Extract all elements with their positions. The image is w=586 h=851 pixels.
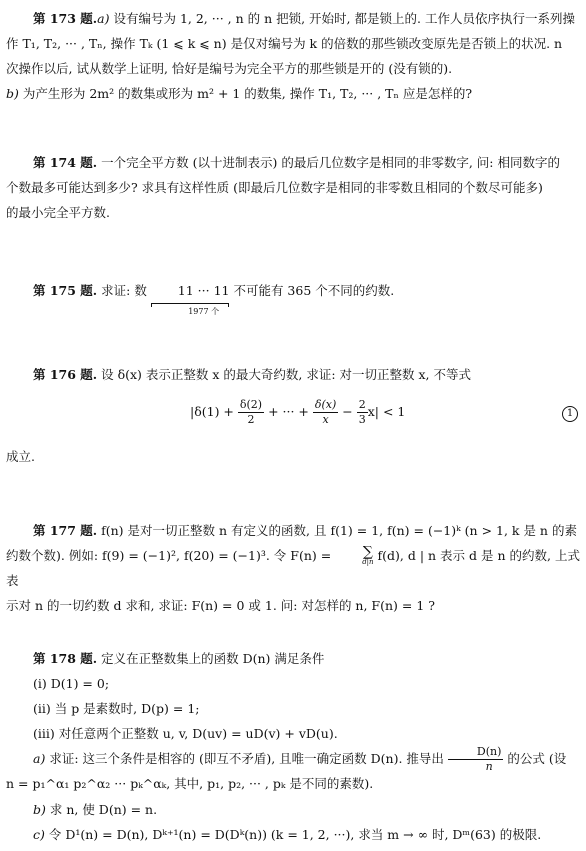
eq-minus: − [338,404,357,419]
problem-176 [6,362,580,387]
problem-178-part-a [6,744,580,774]
problem-177-line-1: f(n) 是对一切正整数 n 有定义的函数, 且 f(1) = 1, f(n) = (−1)ᵏ (n > 1, k 是 n 的素 [97,523,577,538]
problem-178-part-c-text: 令 D¹(n) = D(n), Dᵏ⁺¹(n) = D(Dᵏ(n)) (k = 1, 2, ···), 求当 m → ∞ 时, Dᵐ(63) 的极限. [44,827,542,842]
eq-left: |δ(1) + [190,404,238,419]
fraction-Dn-num: D(n) [448,745,504,760]
equation-number: 1 [562,406,578,422]
sum-limit: d|n [362,557,374,566]
problem-175 [6,278,580,318]
condition-1: (i) D(1) = 0; [33,676,110,691]
problem-178-label: 第 178 题. [33,651,98,666]
problem-175-label: 第 175 题. [33,283,98,298]
problem-173-line-3: 次操作以后, 试从数学上证明, 恰好是编号为完全平方的那些锁是开的 (没有锁的). [6,61,453,76]
problem-173-part-b-label: b) [6,86,19,101]
problem-176-after [6,444,580,469]
problem-176-label: 第 176 题. [33,367,98,382]
summation-symbol [335,543,374,567]
eq-mid: + ··· + [264,404,313,419]
fraction-delta2 [238,398,264,427]
problem-178 [6,646,580,671]
condition-3: (iii) 对任意两个正整数 u, v, D(uv) = uD(v) + vD(u). [33,726,338,741]
problem-176-line-1: 设 δ(x) 表示正整数 x 的最大奇约数, 求证: 对一切正整数 x, 不等式 [97,367,472,382]
repunit-digits: 11 ··· 11 [177,283,230,298]
prime-factorization-text: n = p₁^α₁ p₂^α₂ ··· pₖ^αₖ, 其中, p₁, p₂, ··· , pₖ 是不同的素数). [6,776,374,791]
fraction-deltax-num: δ(x) [314,398,337,411]
problem-177-line-2a: 约数个数). 例如: f(9) = (−1)², f(20) = (−1)³. 令 F(n) = [6,548,336,563]
fraction-Dn-over-n [448,745,504,774]
sum-sigma: ∑ [362,543,373,560]
problem-178-part-a-line-2 [6,774,580,794]
problem-178-part-c-label: c) [33,827,45,842]
problem-174 [6,150,580,225]
problem-173-part-a-label: a) [97,11,110,26]
problem-174-line-3: 的最小完全平方数. [6,205,110,220]
fraction-two-thirds-num: 2 [358,398,366,411]
problem-177-line-3: 示对 n 的一切约数 d 求和, 求证: F(n) = 0 或 1. 问: 对怎样的 n, F(n) = 1 ? [6,598,435,613]
inequality-display [190,397,405,427]
fraction-delta2-num: δ(2) [239,398,263,411]
problem-176-conclusion: 成立. [6,449,35,464]
problem-173-line-1: 设有编号为 1, 2, ··· , n 的 n 把锁, 开始时, 都是锁上的. 工作人员依序执行一系列操 [109,11,575,26]
problem-174-line-1: 一个完全平方数 (以十进制表示) 的最后几位数字是相同的非零数字, 问: 相同数字的 [97,155,560,170]
problem-177 [6,518,580,618]
fraction-two-thirds-den: 3 [358,413,366,426]
problem-173-label: 第 173 题. [33,11,98,26]
problem-175-pre: 求证: 数 [97,283,151,298]
fraction-deltax-den: x [322,413,329,426]
problem-174-line-2: 个数最多可能达到多少? 求具有这样性质 (即最后几位数字是相同的非零数且相同的个数尽可能多) [6,180,543,195]
fraction-two-thirds [357,398,368,427]
fraction-delta2-den: 2 [247,413,255,426]
problem-178-part-a-label: a) [33,751,46,766]
underbrace-label: 1977 个 [188,307,220,316]
problem-178-part-c [33,825,578,845]
problem-177-line-2b: f(d), d | n 表示 d 是 n 的约数, 上式表 [6,548,580,588]
problem-178-part-a-text: 求证: 这三个条件是相容的 (即互不矛盾), 且唯一确定函数 D(n). 推导出 [45,751,448,766]
problem-178-part-b-label: b) [33,802,46,817]
fraction-Dn-den: n [485,760,493,773]
problem-178-part-b [33,800,578,820]
condition-2: (ii) 当 p 是素数时, D(p) = 1; [33,701,200,716]
problem-174-label: 第 174 题. [33,155,98,170]
underbrace-line [151,299,230,304]
problem-178-part-b-text: 求 n, 使 D(n) = n. [45,802,158,817]
problem-178-part-a-tail: 的公式 (设 [503,751,567,766]
fraction-deltax [313,398,338,427]
problem-175-post: 不可能有 365 个不同的约数. [229,283,395,298]
problem-177-label: 第 177 题. [33,523,98,538]
eq-right: x| < 1 [367,404,406,419]
problem-178-line-1: 定义在正整数集上的函数 D(n) 满足条件 [97,651,325,666]
problem-173-line-2: 作 T₁, T₂, ··· , Tₙ, 操作 Tₖ (1 ⩽ k ⩽ n) 是仅对编号为 k 的倍数的那些锁改变原先是否锁上的状况. n [6,36,563,51]
problem-173 [6,6,580,106]
problem-173-part-b-text: 为产生形为 2m² 的数集或形为 m² + 1 的数集, 操作 T₁, T₂, ··· , Tₙ 应是怎样的? [18,86,473,101]
underbrace-ones [151,278,230,318]
